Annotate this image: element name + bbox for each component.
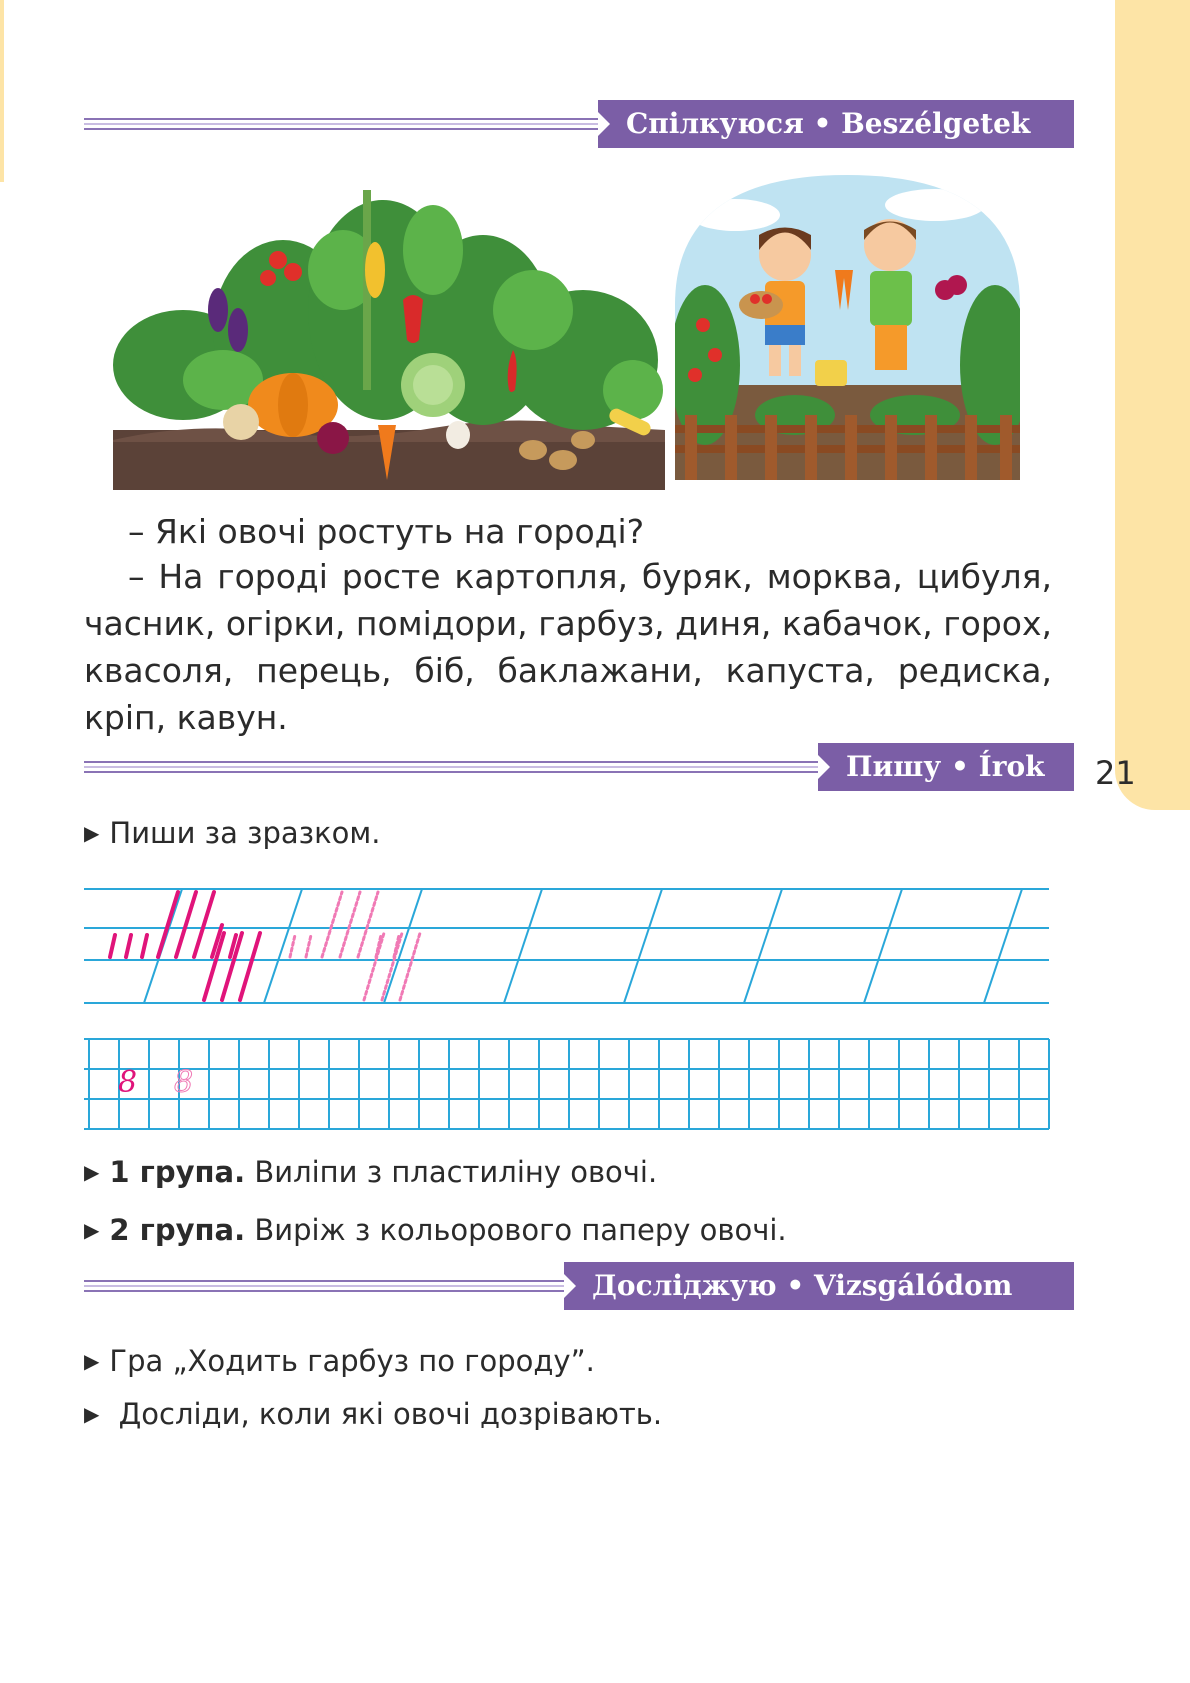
task-game-text: Гра „Ходить гарбуз по городу”.: [109, 1344, 595, 1378]
task-research: [84, 1396, 662, 1432]
dialogue-question: [84, 508, 1052, 555]
group1-label: 1 група.: [109, 1155, 246, 1189]
task-research-text: Досліди, коли які овочі дозрівають.: [118, 1397, 663, 1431]
slanted-writing-lines: [84, 885, 1054, 1010]
section-title: Спілкуюся • Beszélgetek: [598, 100, 1074, 148]
section-rule: [84, 118, 608, 130]
sample-strokes: [110, 892, 260, 1000]
digit-trace: 8: [174, 1065, 194, 1100]
vegetable-garden-illustration: [113, 160, 665, 490]
task-write-sample: [84, 815, 380, 851]
triangle-right-icon: ▶: [84, 821, 100, 845]
task-write-sample-text: Пиши за зразком.: [109, 816, 381, 850]
dialogue-answer-text: – На городі росте картопля, буряк, морква, цибуля, часник, огірки, помідори, гарбуз, диня, кабачок, горох, квасоля, перець, біб, баклажани, капуста, редиска, кріп, кавун.: [84, 557, 1052, 737]
task-game: [84, 1343, 595, 1379]
triangle-right-icon: ▶: [84, 1349, 100, 1373]
section-notch: [818, 755, 830, 779]
page-side-tab: [1115, 0, 1190, 810]
task-group-1: [84, 1154, 657, 1190]
section-notch: [564, 1274, 576, 1298]
section-notch: [598, 112, 610, 136]
triangle-right-icon: ▶: [84, 1402, 100, 1426]
triangle-right-icon: ▶: [84, 1160, 100, 1184]
section-title: Пишу • Írok: [818, 743, 1074, 791]
group2-label: 2 група.: [109, 1213, 246, 1247]
dialogue-answer: [84, 553, 1052, 741]
trace-strokes: [290, 892, 420, 1000]
page-number: 21: [1095, 754, 1136, 792]
triangle-right-icon: ▶: [84, 1218, 100, 1242]
digit-sample: 8: [118, 1065, 138, 1100]
dialogue-question-text: – Які овочі ростуть на городі?: [128, 512, 645, 551]
task-group-2: [84, 1212, 787, 1248]
group1-text: Виліпи з пластиліну овочі.: [254, 1155, 658, 1189]
digit-grid: [84, 1035, 1054, 1135]
section-rule: [84, 761, 826, 773]
section-title: Досліджую • Vizsgálódom: [564, 1262, 1074, 1310]
section-header-explore: [84, 1262, 1074, 1310]
section-header-speak: [84, 100, 1074, 148]
left-edge-strip: [0, 0, 4, 182]
group2-text: Виріж з кольорового паперу овочі.: [254, 1213, 787, 1247]
section-rule: [84, 1280, 574, 1292]
children-garden-illustration: [675, 175, 1020, 480]
section-header-write: [84, 743, 1074, 791]
